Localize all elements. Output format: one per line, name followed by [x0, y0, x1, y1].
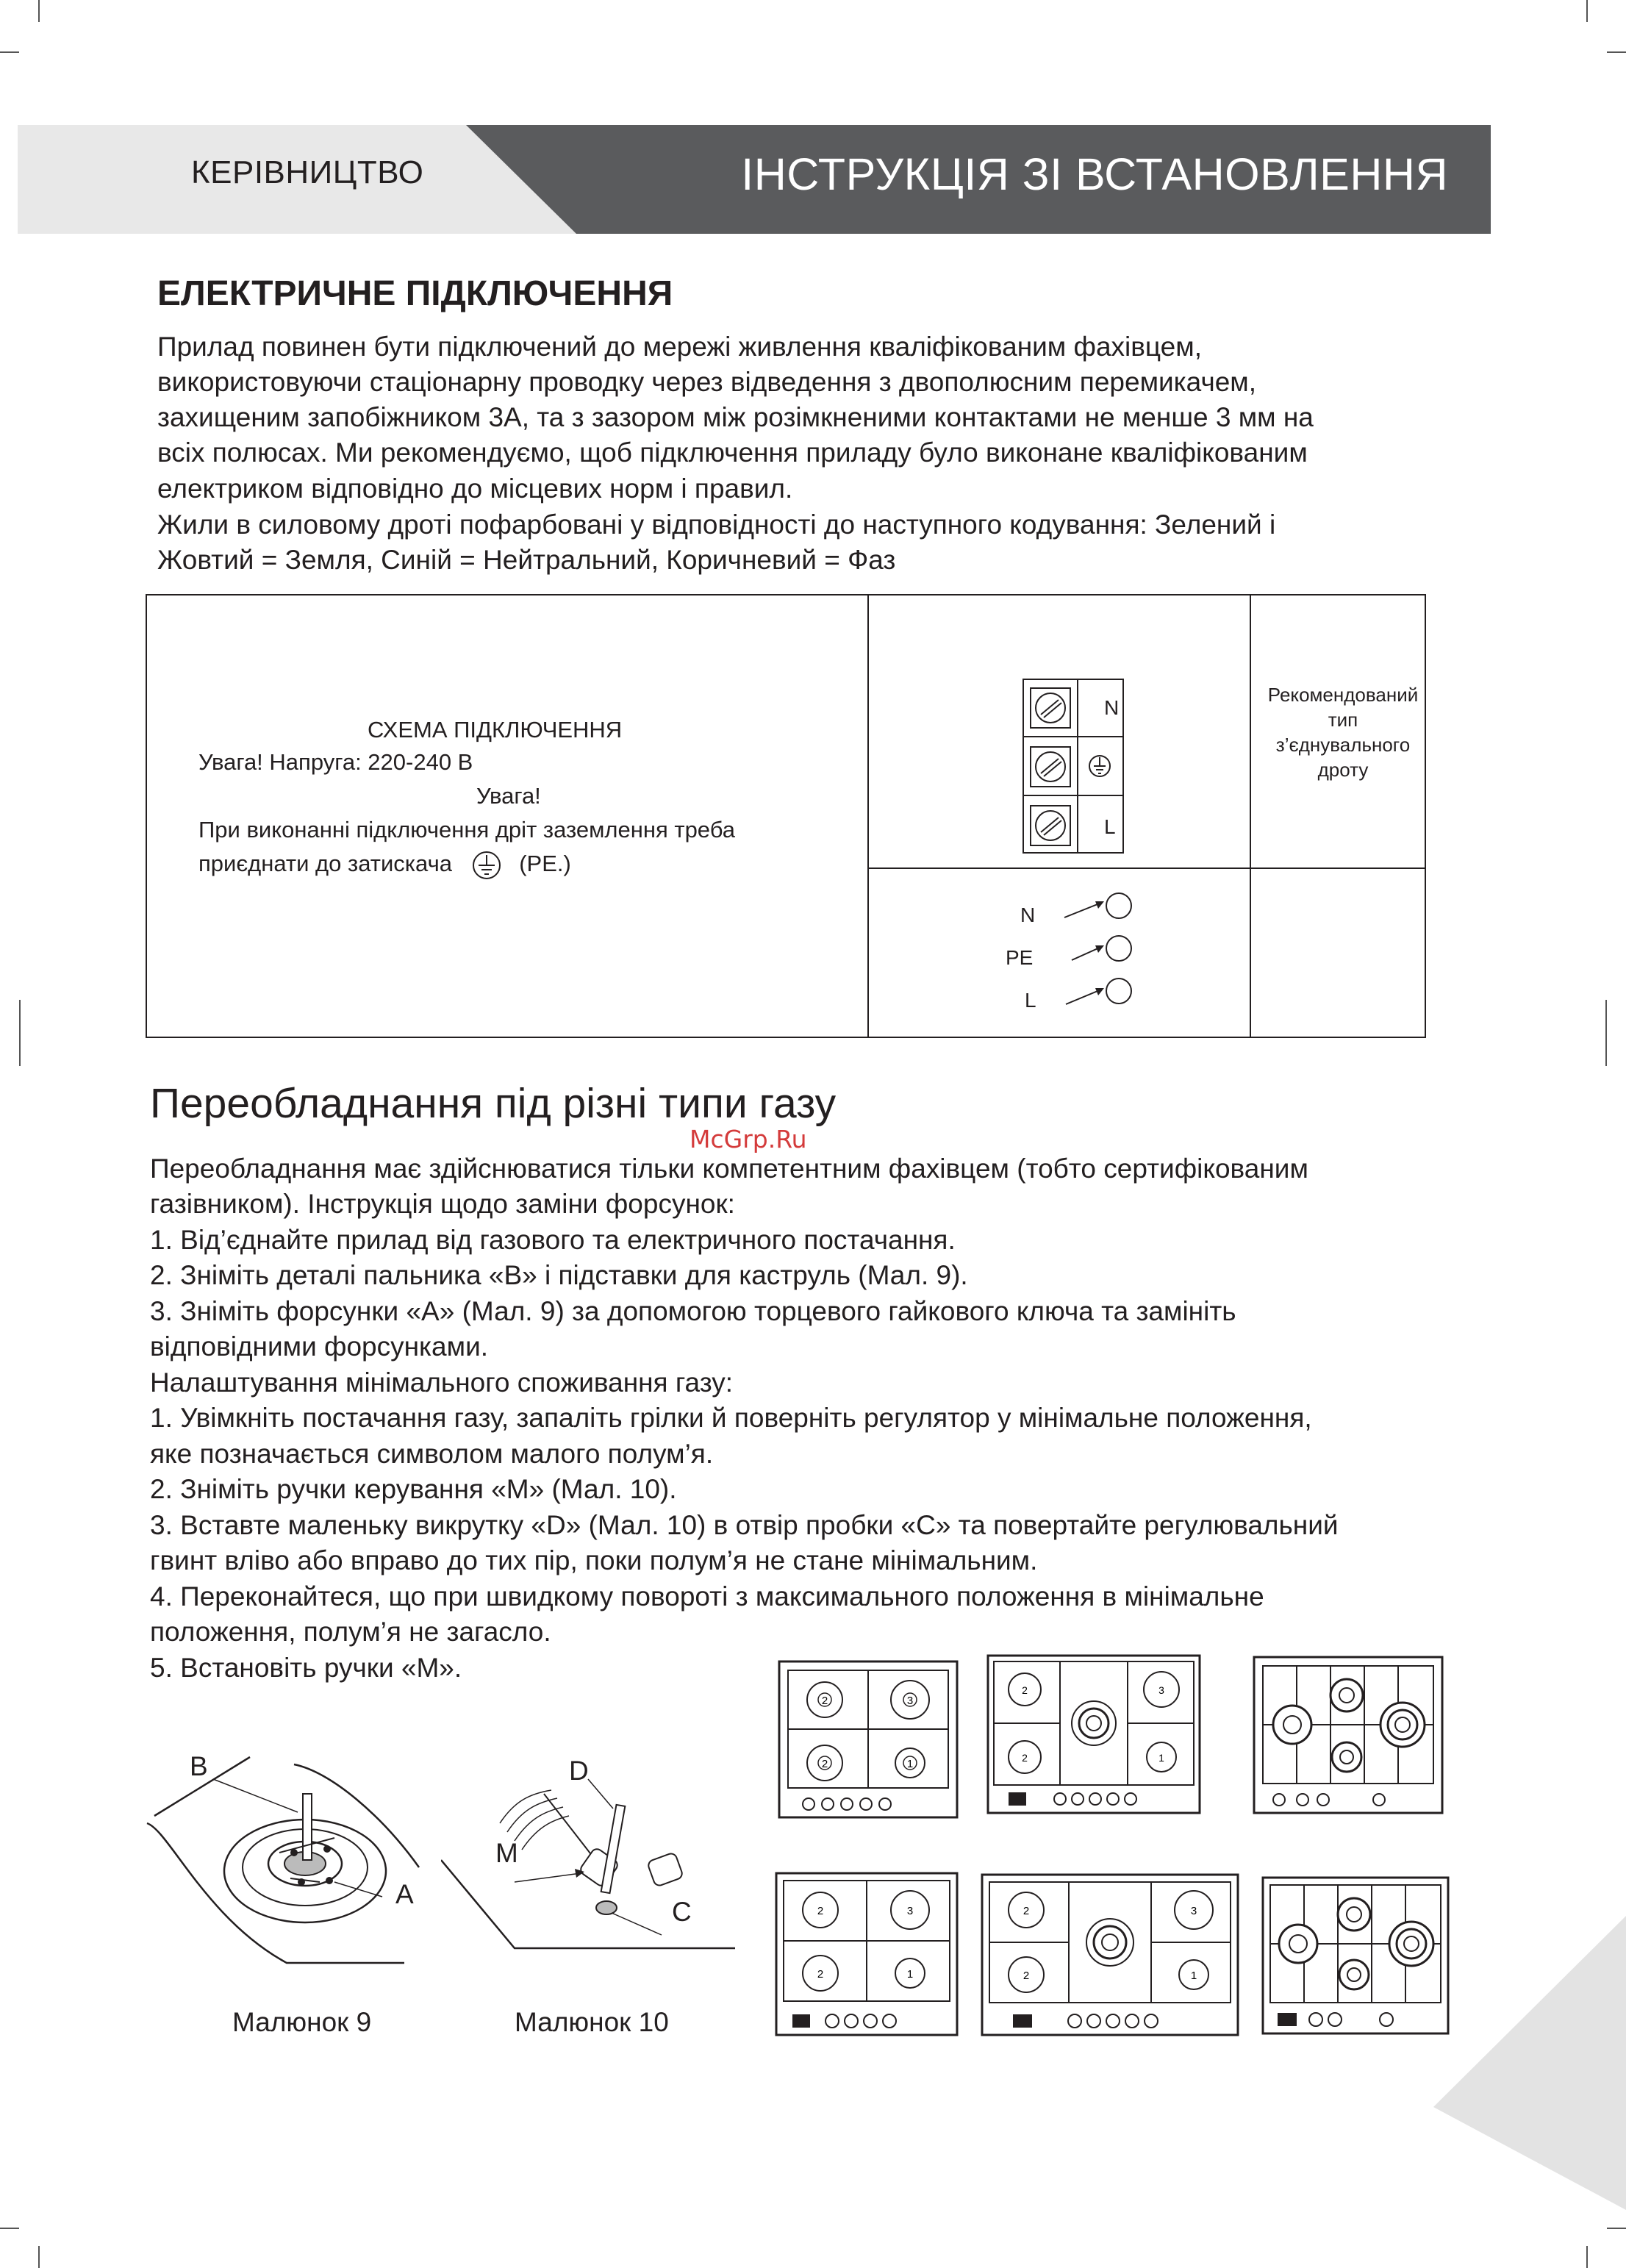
paragraph-line: положення, полум’я не загасло. — [150, 1617, 551, 1647]
burner-number: 3 — [906, 1695, 914, 1707]
burner-number: 3 — [1158, 1684, 1164, 1696]
recommended-line: дроту — [1317, 759, 1369, 781]
burner-number: 2 — [1022, 1684, 1028, 1696]
header-manual-label: КЕРІВНИЦТВО — [191, 154, 424, 190]
paragraph-line: 1. Від’єднайте прилад від газового та електричного постачання. — [150, 1225, 956, 1255]
recommended-line: з’єднувального — [1275, 734, 1411, 756]
burner-number: 2 — [821, 1695, 828, 1707]
label-m: M — [495, 1838, 518, 1868]
crop-mark — [1607, 51, 1626, 53]
crop-mark — [1605, 1000, 1607, 1066]
schema-title: СХЕМА ПІДКЛЮЧЕННЯ — [368, 717, 623, 743]
burner-number: 2 — [821, 1758, 828, 1770]
grounding-note-text: приєднати до затискача — [198, 851, 452, 876]
crop-mark — [1586, 0, 1588, 22]
paragraph-line: яке позначається символом малого полум’я. — [150, 1439, 714, 1469]
label-a: A — [395, 1879, 414, 1909]
pe-label: (PE.) — [519, 851, 571, 876]
crop-mark — [0, 2228, 19, 2229]
paragraph-line: 3. Зніміть форсунки «A» (Мал. 9) за допомогою торцевого гайкового ключа та замініть — [150, 1296, 1236, 1326]
label-b: B — [190, 1751, 208, 1781]
paragraph-line: Налаштування мінімального споживання газу: — [150, 1367, 734, 1398]
grounding-note — [198, 847, 571, 881]
figure-9-caption: Малюнок 9 — [232, 2007, 372, 2037]
burner-number: 2 — [817, 1905, 824, 1917]
crop-mark — [38, 0, 40, 22]
table-divider — [867, 868, 1425, 869]
crop-mark — [1586, 2246, 1588, 2268]
paragraph-line: всіх полюсах. Ми рекомендуємо, щоб підключення приладу було виконане кваліфікованим — [157, 437, 1308, 468]
crop-mark — [38, 2246, 40, 2268]
hob-wok-4-burner-diagram-alt — [1261, 1876, 1450, 2035]
watermark: McGrp.Ru — [690, 1125, 807, 1153]
electrical-title: ЕЛЕКТРИЧНЕ ПІДКЛЮЧЕННЯ — [157, 274, 673, 313]
paragraph-line: 5. Встановіть ручки «M». — [150, 1653, 462, 1683]
burner-number: 2 — [817, 1968, 824, 1981]
burner-number: 2 — [1022, 1752, 1028, 1764]
wire-n-label: N — [1020, 904, 1036, 926]
paragraph-line: Прилад повинен бути підключений до мережі живлення кваліфікованим фахівцем, — [157, 332, 1202, 362]
wire-l-label: L — [1025, 989, 1036, 1012]
paragraph-line: використовуючи стаціонарну проводку через відведення з двополюсним перемикачем, — [157, 367, 1257, 397]
label-d: D — [569, 1756, 589, 1786]
grounding-note: При виконанні підключення дріт заземлення треба — [198, 817, 735, 843]
ground-symbol-icon — [470, 849, 503, 881]
wiring-diagram-table — [146, 594, 1426, 1038]
paragraph-line: газівником). Інструкція щодо заміни форсунок: — [150, 1189, 735, 1219]
crop-mark — [19, 1000, 21, 1066]
terminal-l-label: L — [1104, 815, 1116, 838]
recommended-line: тип — [1328, 709, 1358, 731]
recommended-line: Рекомендований — [1267, 684, 1419, 706]
figure-10-caption: Малюнок 10 — [515, 2007, 669, 2037]
label-c: C — [672, 1897, 692, 1927]
paragraph-line: Жили в силовому дроті пофарбовані у відповідності до наступного кодування: Зелений і — [157, 509, 1276, 540]
hob-wok-4-burner-diagram — [1253, 1656, 1444, 1814]
burner-number: 2 — [1022, 1970, 1030, 1982]
wire-ends-diagram — [1036, 884, 1139, 1031]
hob-4-burner-diagram — [778, 1660, 959, 1819]
crop-mark — [1607, 2228, 1626, 2229]
paragraph-line: захищеним запобіжником 3А, та з зазором між розімкненими контактами не менше 3 мм на — [157, 402, 1314, 432]
header-section-title: ІНСТРУКЦІЯ ЗІ ВСТАНОВЛЕННЯ — [741, 149, 1448, 199]
paragraph-line: 3. Вставте маленьку викрутку «D» (Мал. 10) в отвір пробки «C» та повертайте регулювальний — [150, 1510, 1339, 1540]
attention-label: Увага! — [476, 783, 541, 809]
burner-number: 1 — [1158, 1752, 1164, 1764]
paragraph-line: 4. Переконайтеся, що при швидкому повороті з максимального положення в мінімальне — [150, 1581, 1264, 1611]
paragraph-line: 2. Зніміть деталі пальника «B» і підставки для каструль (Мал. 9). — [150, 1260, 968, 1290]
table-divider — [867, 595, 869, 1037]
paragraph-line: відповідними форсунками. — [150, 1331, 489, 1362]
hob-5-burner-diagram — [986, 1654, 1201, 1814]
paragraph-line: 1. Увімкніть постачання газу, запаліть грілки й поверніть регулятор у мінімальне положення, — [150, 1403, 1312, 1433]
crop-mark — [0, 51, 19, 53]
paragraph-line: гвинт вліво або вправо до тих пір, поки полум’я не стане мінімальним. — [150, 1545, 1038, 1575]
figure-9-burner-illustration — [140, 1742, 448, 1985]
paragraph-line: 2. Зніміть ручки керування «M» (Мал. 10). — [150, 1474, 677, 1504]
burner-number: 1 — [906, 1968, 914, 1981]
terminal-n-label: N — [1104, 696, 1120, 719]
burner-number: 1 — [1190, 1970, 1197, 1982]
burner-number: 2 — [1022, 1905, 1030, 1917]
hob-4-burner-diagram-alt — [775, 1872, 959, 2036]
page-header — [18, 125, 1491, 234]
figure-10-knob-illustration — [441, 1750, 750, 1970]
burner-number: 3 — [1190, 1905, 1197, 1917]
paragraph-line: електриком відповідно до місцевих норм і правил. — [157, 473, 793, 504]
burner-number: 3 — [906, 1905, 914, 1917]
paragraph-line: Переобладнання має здійснюватися тільки компетентним фахівцем (тобто сертифікованим — [150, 1153, 1308, 1184]
hob-5-burner-diagram-wide — [981, 1873, 1239, 2036]
table-divider — [1250, 595, 1251, 1037]
voltage-warning: Увага! Напруга: 220-240 В — [198, 749, 473, 775]
page-corner-decoration — [1433, 1916, 1626, 2210]
conversion-title: Переобладнання під різні типи газу — [150, 1080, 837, 1127]
wire-pe-label: PE — [1006, 946, 1034, 969]
paragraph-line: Жовтий = Земля, Синій = Нейтральний, Коричневий = Фаз — [157, 545, 896, 575]
recommended-wire-type — [1258, 682, 1428, 782]
burner-number: 1 — [906, 1758, 914, 1770]
